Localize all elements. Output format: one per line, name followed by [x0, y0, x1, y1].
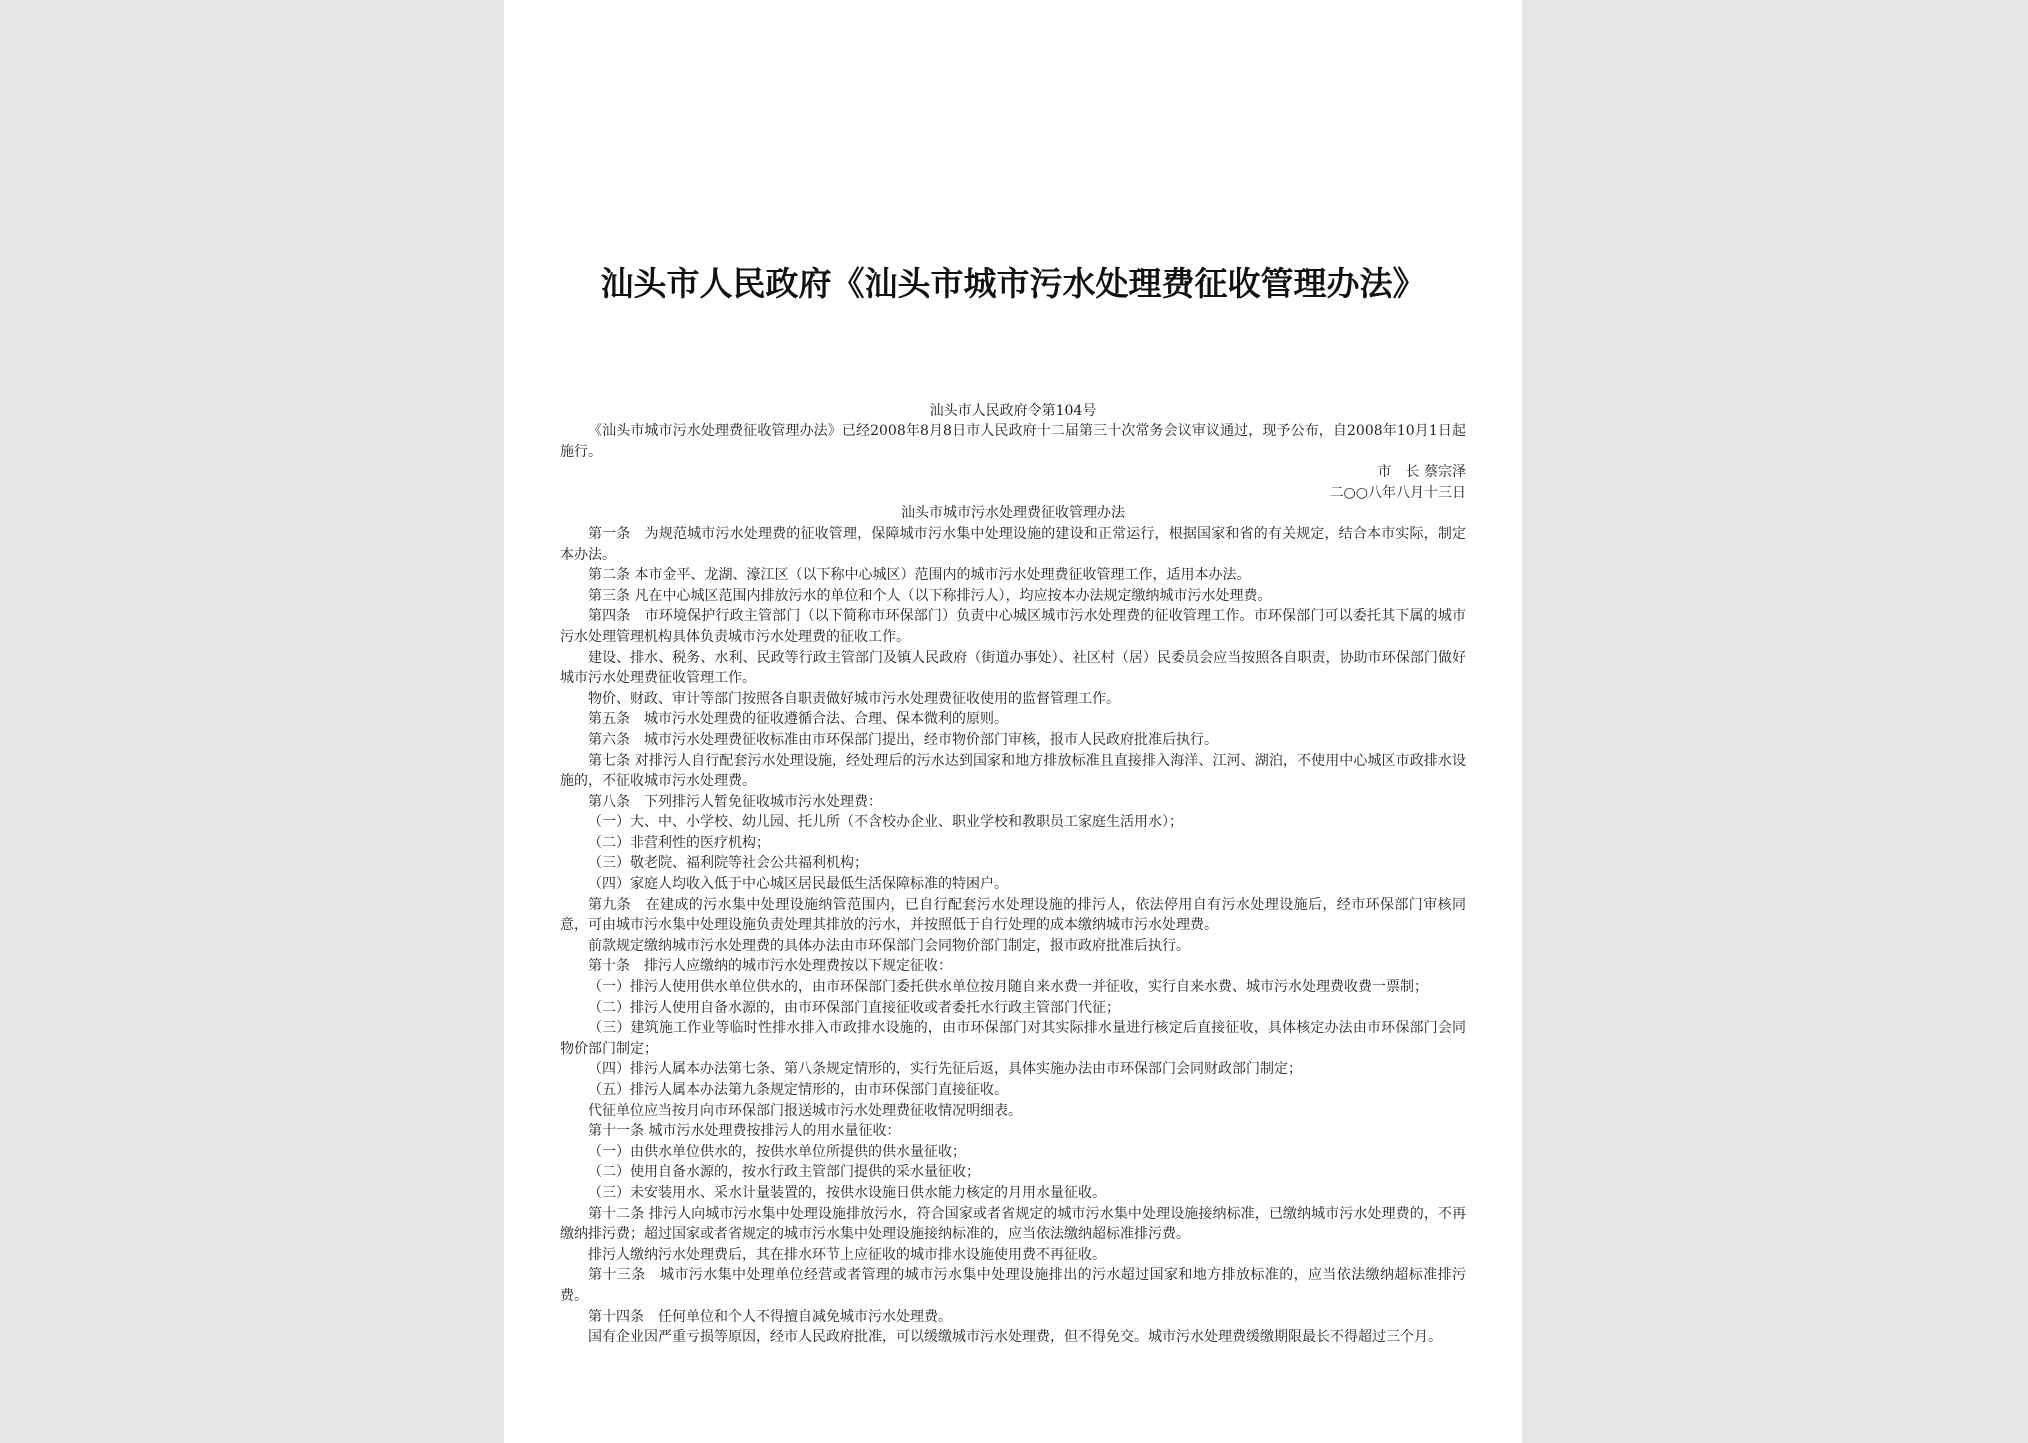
order-number: 汕头市人民政府令第104号	[929, 403, 1097, 419]
document-title: 汕头市人民政府《汕头市城市污水处理费征收管理办法》	[600, 264, 1426, 303]
article-paragraph: （三）敬老院、福利院等社会公共福利机构；	[588, 855, 868, 872]
article-paragraph: 第十三条 城市污水集中处理单位经营或者管理的城市污水集中处理设施排出的污水超过国家和地方排放标准的，应当依法缴纳超标准排污费。	[560, 1267, 1466, 1304]
mayor-signature: 市 长 蔡宗泽	[1377, 464, 1466, 481]
article-paragraph: （三）建筑施工作业等临时性排水排入市政排水设施的，由市环保部门对其实际排水量进行核定后直接征收，具体核定办法由市环保部门会同物价部门制定；	[560, 1020, 1466, 1057]
article-paragraph: 代征单位应当按月向市环保部门报送城市污水处理费征收情况明细表。	[588, 1102, 1022, 1119]
article-paragraph: （一）排污人使用供水单位供水的，由市环保部门委托供水单位按月随自来水费一并征收，实行自来水费、城市污水处理费收费一票制；	[588, 979, 1428, 996]
article-paragraph: 第五条 城市污水处理费的征收遵循合法、合理、保本微利的原则。	[588, 711, 1008, 728]
article-paragraph: （三）未安装用水、采水计量装置的，按供水设施日供水能力核定的月用水量征收。	[588, 1184, 1106, 1201]
article-paragraph: （四）排污人属本办法第七条、第八条规定情形的，实行先征后返，具体实施办法由市环保部门会同财政部门制定；	[588, 1061, 1302, 1078]
article-paragraph: 第十条 排污人应缴纳的城市污水处理费按以下规定征收：	[588, 958, 952, 975]
promulgation-text: 《汕头市城市污水处理费征收管理办法》已经2008年8月8日市人民政府十二届第三十次常务会议审议通过，现予公布，自2008年10月1日起施行。	[560, 423, 1466, 460]
article-paragraph: （五）排污人属本办法第九条规定情形的，由市环保部门直接征收。	[588, 1082, 1008, 1098]
article-paragraph: 国有企业因严重亏损等原因，经市人民政府批准，可以缓缴城市污水处理费，但不得免交。城市污水处理费缓缴期限最长不得超过三个月。	[588, 1329, 1442, 1346]
article-paragraph: 第十一条 城市污水处理费按排污人的用水量征收：	[588, 1123, 901, 1140]
article-paragraph: （四）家庭人均收入低于中心城区居民最低生活保障标准的特困户。	[588, 876, 1008, 893]
article-paragraph: （二）排污人使用自备水源的，由市环保部门直接征收或者委托水行政主管部门代征；	[588, 999, 1120, 1016]
article-paragraph: 第十二条 排污人向城市污水集中处理设施排放污水，符合国家或者省规定的城市污水集中处理设施接纳标准，已缴纳城市污水处理费的，不再缴纳排污费；超过国家或者省规定的城市污水集中处理设施接纳标准的，应当依法缴纳超标准排污费。	[560, 1205, 1466, 1243]
article-paragraph: 第四条 市环境保护行政主管部门（以下简称市环保部门）负责中心城区城市污水处理费的征收管理工作。市环保部门可以委托其下属的城市污水处理管理机构具体负责城市污水处理费的征收工作。	[560, 608, 1466, 645]
article-paragraph: 排污人缴纳污水处理费后，其在排水环节上应征收的城市排水设施使用费不再征收。	[588, 1246, 1106, 1263]
article-paragraph: 第一条 为规范城市污水处理费的征收管理，保障城市污水集中处理设施的建设和正常运行，根据国家和省的有关规定，结合本市实际，制定本办法。	[560, 525, 1466, 563]
article-paragraph: 第三条 凡在中心城区范围内排放污水的单位和个人（以下称排污人），均应按本办法规定缴纳城市污水处理费。	[588, 587, 1272, 604]
article-paragraph: （一）由供水单位供水的，按供水单位所提供的供水量征收；	[588, 1143, 966, 1160]
article-paragraph: 第十四条 任何单位和个人不得擅自减免城市污水处理费。	[588, 1308, 952, 1325]
document-body	[560, 421, 1466, 1348]
article-paragraph: 第九条 在建成的污水集中处理设施纳管范围内，已自行配套污水处理设施的排污人，依法停用自有污水处理设施后，经市环保部门审核同意，可由城市污水集中处理设施负责处理其排放的污水，并按照低于自行处理的成本缴纳城市污水处理费。	[560, 896, 1466, 934]
regulation-subtitle: 汕头市城市污水处理费征收管理办法	[901, 505, 1125, 522]
article-paragraph: （二）非营利性的医疗机构；	[588, 834, 770, 851]
article-paragraph: （一）大、中、小学校、幼儿园、托儿所（不含校办企业、职业学校和教职员工家庭生活用水）；	[588, 814, 1183, 831]
issue-date: 二○○八年八月十三日	[1329, 484, 1466, 501]
article-paragraph: （二）使用自备水源的，按水行政主管部门提供的采水量征收；	[588, 1164, 980, 1181]
document-page	[504, 0, 1522, 1443]
article-paragraph: 第六条 城市污水处理费征收标准由市环保部门提出，经市物价部门审核，报市人民政府批准后执行。	[588, 731, 1218, 748]
article-paragraph: 第二条 本市金平、龙湖、濠江区（以下称中心城区）范围内的城市污水处理费征收管理工作，适用本办法。	[588, 567, 1251, 584]
article-paragraph: 物价、财政、审计等部门按照各自职责做好城市污水处理费征收使用的监督管理工作。	[588, 690, 1120, 707]
article-paragraph: 前款规定缴纳城市污水处理费的具体办法由市环保部门会同物价部门制定，报市政府批准后执行。	[588, 937, 1190, 954]
article-paragraph: 建设、排水、税务、水利、民政等行政主管部门及镇人民政府（街道办事处）、社区村（居）民委员会应当按照各自职责，协助市环保部门做好城市污水处理费征收管理工作。	[560, 649, 1466, 687]
article-paragraph: 第七条 对排污人自行配套污水处理设施，经处理后的污水达到国家和地方排放标准且直接排入海洋、江河、湖泊，不使用中心城区市政排水设施的，不征收城市污水处理费。	[560, 752, 1466, 790]
article-paragraph: 第八条 下列排污人暂免征收城市污水处理费：	[588, 793, 882, 810]
